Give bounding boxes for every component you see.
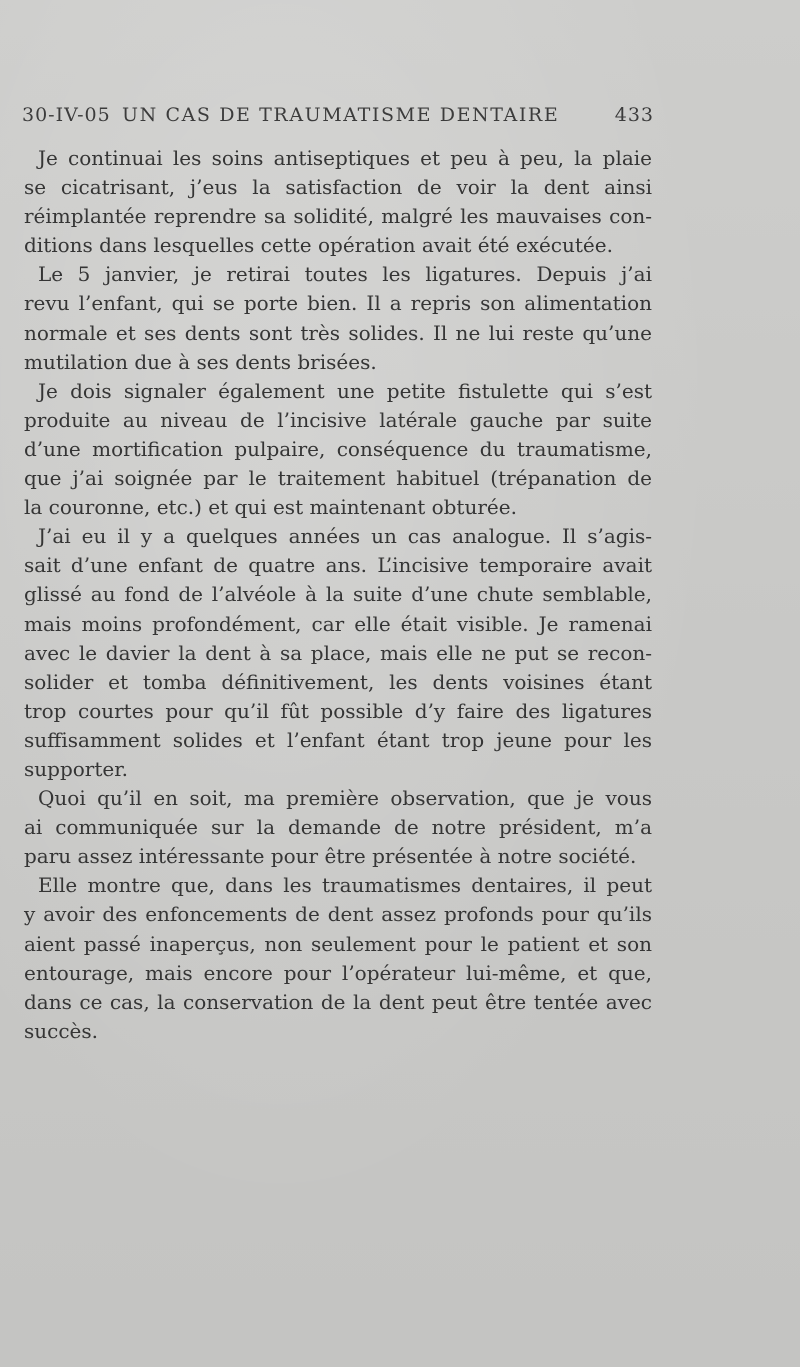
text-line: mutilation due à ses dents brisées. bbox=[24, 349, 377, 374]
paragraph-3 bbox=[24, 377, 652, 522]
text-line: mais moins profondément, car elle était visible. Je ramenai bbox=[24, 611, 652, 636]
running-head bbox=[22, 104, 654, 134]
body-text bbox=[24, 144, 652, 1046]
text-line: dans ce cas, la conservation de la dent peut être tentée avec bbox=[24, 989, 652, 1014]
text-line: Je continuai les soins antiseptiques et peu à peu, la plaie bbox=[38, 146, 652, 170]
text-line: y avoir des enfoncements de dent assez profonds pour qu’ils bbox=[24, 902, 652, 927]
text-line: Elle montre que, dans les traumatismes dentaires, il peut bbox=[38, 873, 652, 898]
text-line: Le 5 janvier, je retirai toutes les ligatures. Depuis j’ai bbox=[38, 262, 652, 287]
text-line: entourage, mais encore pour l’opérateur lui-même, et que, bbox=[24, 960, 652, 985]
text-line: avec le davier la dent à sa place, mais elle ne put se recon- bbox=[24, 640, 652, 665]
text-line: réimplantée reprendre sa solidité, malgré les mauvaises con- bbox=[24, 204, 652, 229]
text-line: supporter. bbox=[24, 756, 128, 781]
text-line: Je dois signaler également une petite fistulette qui s’est bbox=[38, 378, 652, 403]
text-line: suffisamment solides et l’enfant étant trop jeune pour les bbox=[24, 727, 652, 752]
paragraph-6 bbox=[24, 871, 652, 1046]
text-line: succès. bbox=[24, 1018, 99, 1043]
text-line: sait d’une enfant de quatre ans. L’incisive temporaire avait bbox=[24, 553, 652, 578]
text-line: paru assez intéressante pour être présentée à notre société. bbox=[24, 844, 637, 869]
paragraph-5 bbox=[24, 784, 652, 871]
text-line: normale et ses dents sont très solides. Il ne lui reste qu’une bbox=[24, 320, 652, 345]
text-line: produite au niveau de l’incisive latérale gauche par suite bbox=[24, 407, 652, 432]
paragraph-2 bbox=[24, 260, 652, 376]
text-line: solider et tomba définitivement, les dents voisines étant bbox=[24, 669, 652, 694]
paragraph-4 bbox=[24, 522, 652, 784]
text-line: ditions dans lesquelles cette opération avait été exécutée. bbox=[24, 233, 613, 258]
page-number: 433 bbox=[614, 104, 654, 126]
text-line: revu l’enfant, qui se porte bien. Il a repris son alimentation bbox=[24, 291, 652, 316]
header-date: 30-IV-05 bbox=[22, 104, 111, 126]
text-line: aient passé inaperçus, non seulement pour le patient et son bbox=[24, 931, 652, 956]
text-line: d’une mortification pulpaire, conséquence du traumatisme, bbox=[24, 436, 652, 461]
text-line: se cicatrisant, j’eus la satisfaction de voir la dent ainsi bbox=[24, 175, 652, 200]
text-line: ai communiquée sur la demande de notre président, m’a bbox=[24, 815, 652, 840]
text-line: Quoi qu’il en soit, ma première observation, que je vous bbox=[38, 786, 652, 811]
text-line: J’ai eu il y a quelques années un cas analogue. Il s’agis- bbox=[38, 524, 652, 549]
paragraph-1 bbox=[24, 144, 652, 260]
text-line: trop courtes pour qu’il fût possible d’y faire des ligatures bbox=[24, 698, 652, 723]
text-line: que j’ai soignée par le traitement habituel (trépanation de bbox=[24, 466, 652, 491]
text-line: glissé au fond de l’alvéole à la suite d’une chute semblable, bbox=[24, 582, 652, 607]
header-title: UN CAS DE TRAUMATISME DENTAIRE bbox=[122, 104, 560, 126]
text-line: la couronne, etc.) et qui est maintenant obturée. bbox=[24, 495, 517, 520]
